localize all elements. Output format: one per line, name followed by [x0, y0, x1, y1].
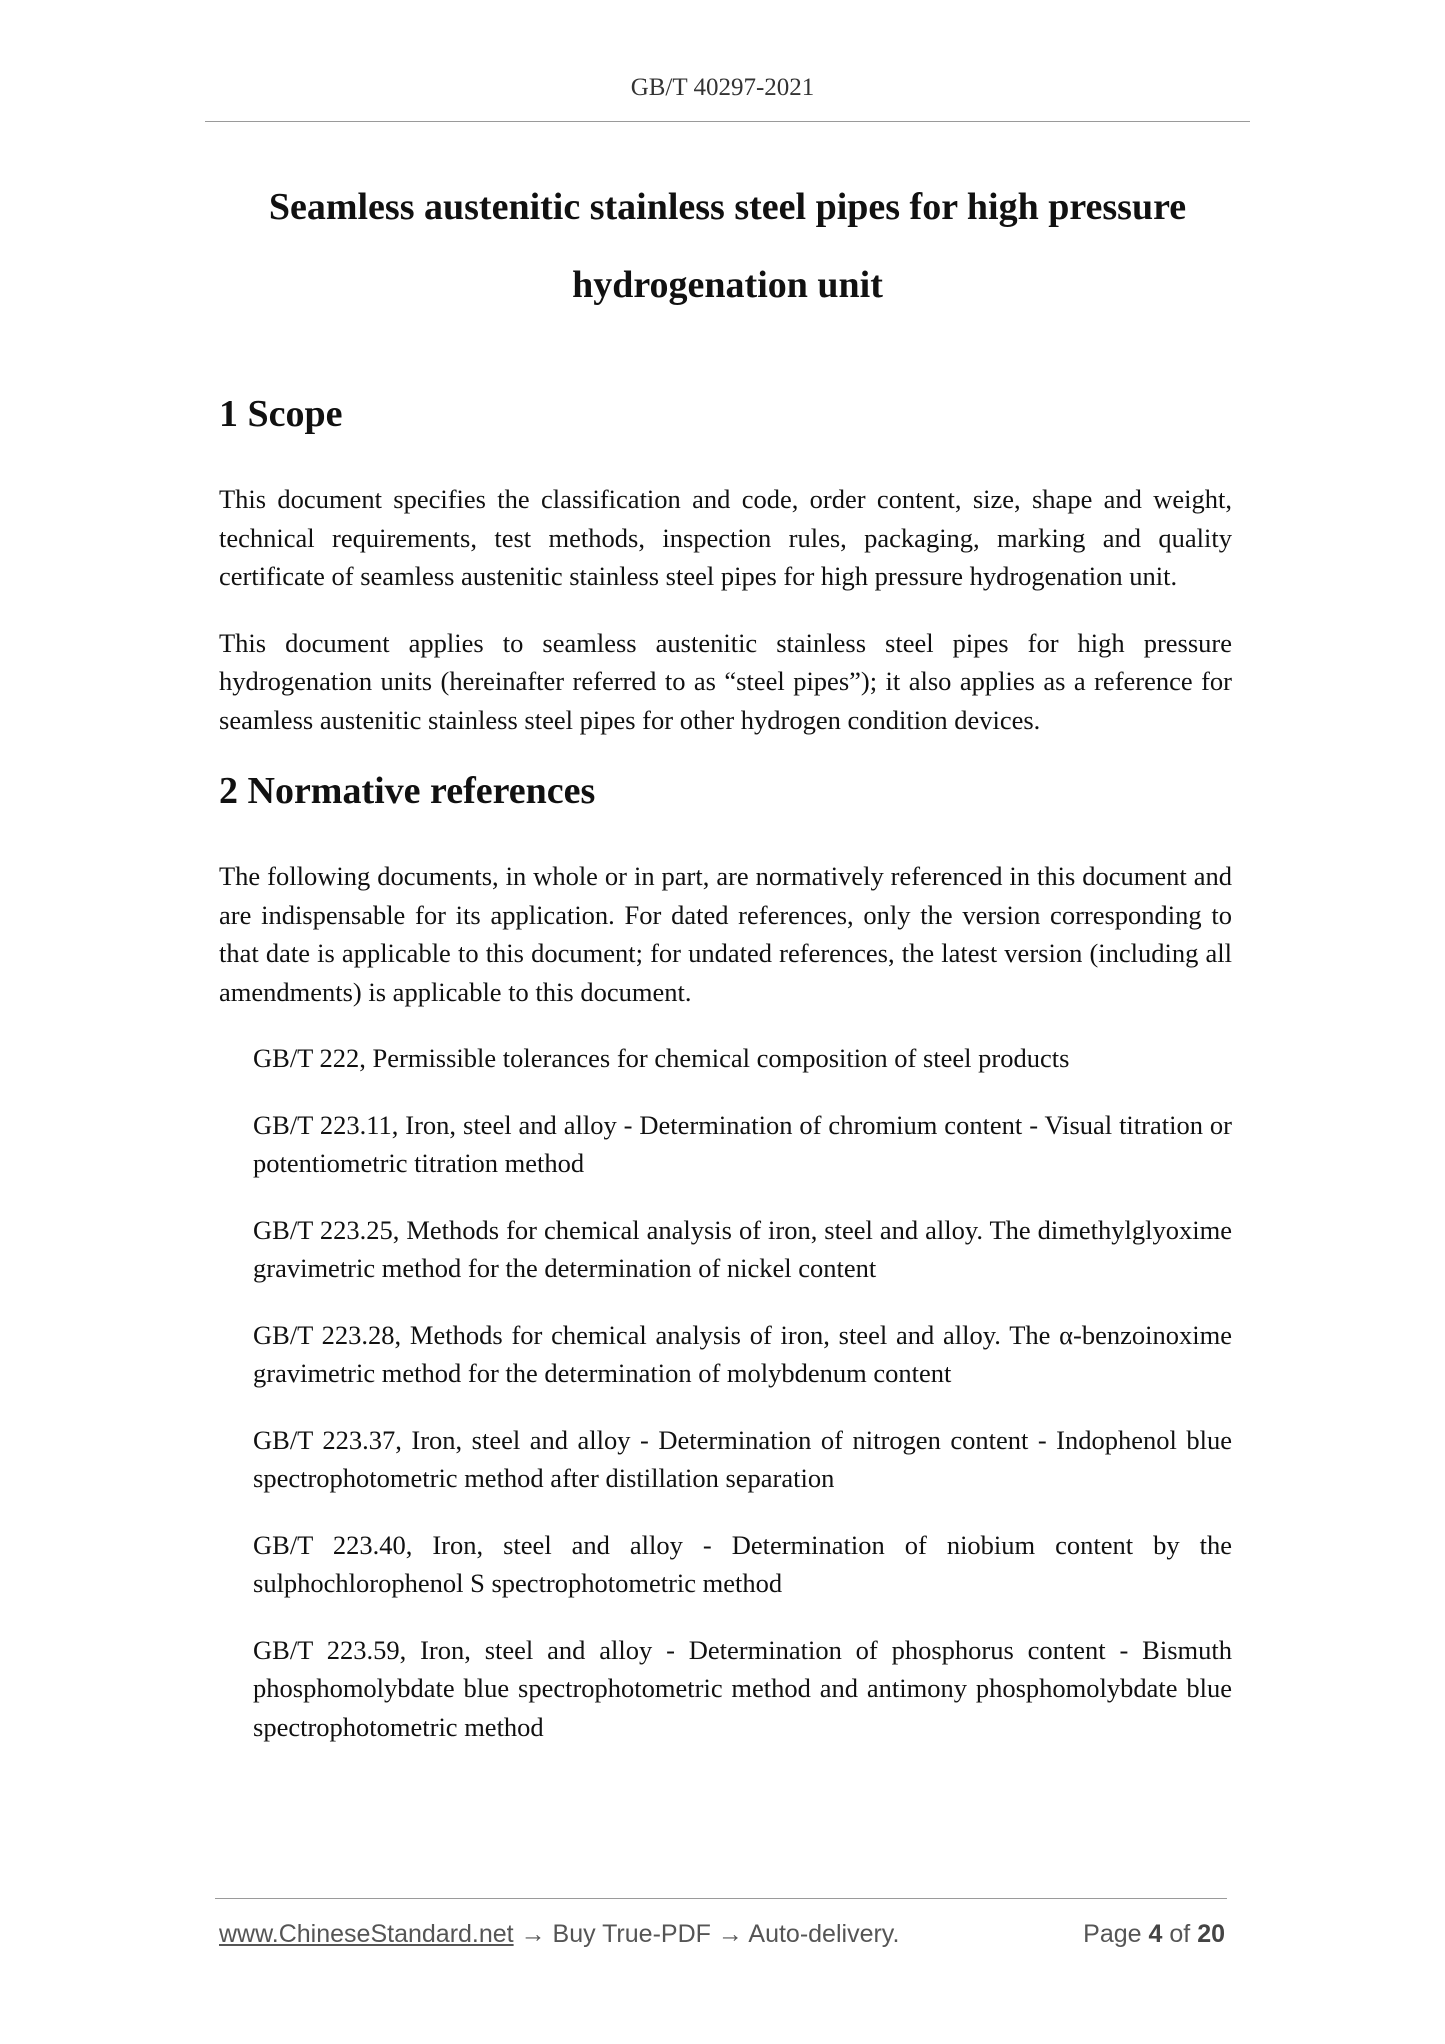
header-divider	[205, 121, 1250, 122]
scope-paragraph: This document specifies the classification and code, order content, size, shape and weight, technical requirements, test methods, inspection rules, packaging, marking and quality certificate of seamless austenitic stainless steel pipes for high pressure hydrogenation unit.	[219, 484, 1232, 591]
page-footer	[219, 1920, 1225, 1956]
reference-item: GB/T 223.28, Methods for chemical analysis of iron, steel and alloy. The α-benzoinoxime gravimetric method for the determination of molybdenum content	[253, 1319, 1232, 1388]
reference-item: GB/T 223.11, Iron, steel and alloy - Determination of chromium content - Visual titration or potentiometric titration method	[253, 1109, 1232, 1178]
footer-promo	[219, 1920, 899, 1949]
document-title	[205, 168, 1250, 324]
document-title-line-2: hydrogenation unit	[572, 264, 883, 306]
footer-divider	[215, 1898, 1227, 1899]
footer-tagline: → Buy True-PDF → Auto-delivery.	[513, 1920, 900, 1948]
document-id-header: GB/T 40297-2021	[630, 74, 815, 101]
reference-list	[219, 1039, 1232, 1746]
reference-item: GB/T 223.25, Methods for chemical analysis of iron, steel and alloy. The dimethylglyoxime gravimetric method for the determination of nickel content	[253, 1214, 1232, 1283]
section-heading-normative-references: 2 Normative references	[219, 770, 596, 812]
scope-paragraph: This document applies to seamless austenitic stainless steel pipes for high pressure hydrogenation units (hereinafter referred to as “steel pipes”); it also applies as a reference for seamless austenitic stainless steel pipes for other hydrogen condition devices.	[219, 627, 1232, 735]
reference-item: GB/T 222, Permissible tolerances for chemical composition of steel products	[253, 1043, 1070, 1073]
website-link[interactable]: www.ChineseStandard.net	[219, 1920, 514, 1948]
current-page-number: 4	[1148, 1920, 1163, 1948]
total-page-number: 20	[1197, 1920, 1225, 1948]
page-label: Page	[1083, 1920, 1142, 1948]
section-heading-scope: 1 Scope	[219, 393, 343, 435]
document-title-line-1: Seamless austenitic stainless steel pipes for high pressure	[268, 186, 1187, 228]
page-number	[1083, 1920, 1225, 1949]
of-label: of	[1169, 1920, 1191, 1948]
reference-item: GB/T 223.59, Iron, steel and alloy - Determination of phosphorus content - Bismuth phosphomolybdate blue spectrophotometric method and antimony phosphomolybdate blue spectrophotometric method	[253, 1634, 1232, 1742]
normative-references-intro: The following documents, in whole or in part, are normatively referenced in this document and are indispensable for its application. For dated references, only the version corresponding to that date is applicable to this document; for undated references, the latest version (including all amendments) is applicable to this document.	[219, 861, 1232, 1007]
reference-item: GB/T 223.40, Iron, steel and alloy - Determination of niobium content by the sulphochlorophenol S spectrophotometric method	[253, 1529, 1232, 1598]
document-body	[219, 390, 1232, 1774]
reference-item: GB/T 223.37, Iron, steel and alloy - Determination of nitrogen content - Indophenol blue spectrophotometric method after distillation separation	[253, 1424, 1232, 1493]
